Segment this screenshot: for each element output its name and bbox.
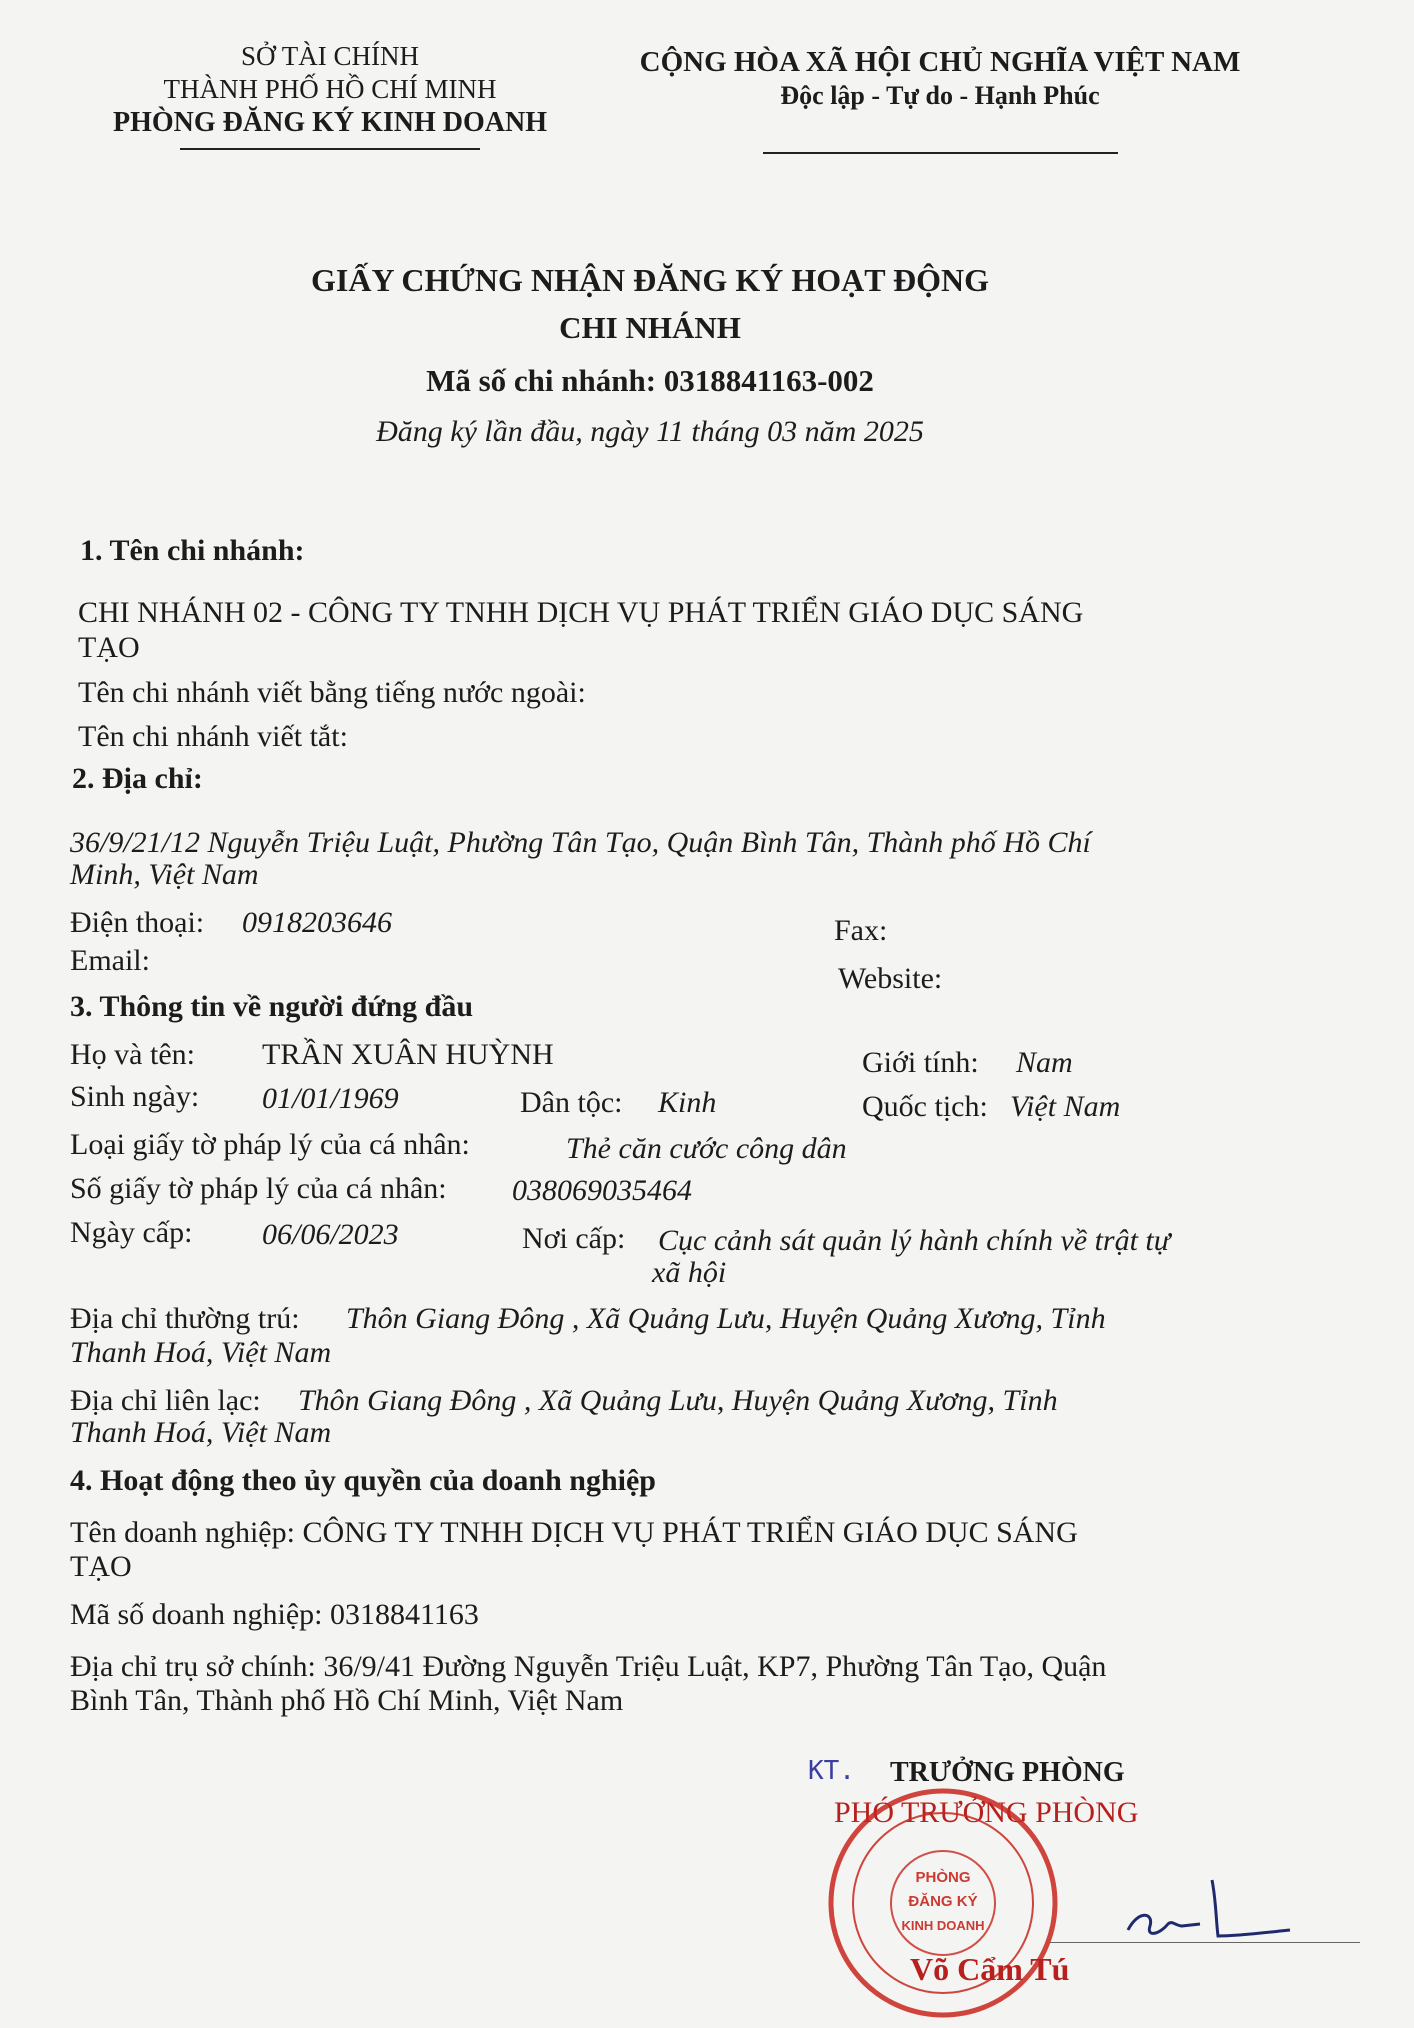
national-title: CỘNG HÒA XÃ HỘI CHỦ NGHĨA VIỆT NAM bbox=[639, 46, 1241, 78]
gender-value: Nam bbox=[1016, 1046, 1073, 1079]
id-type-value: Thẻ căn cước công dân bbox=[566, 1132, 847, 1165]
address-line-1: 36/9/21/12 Nguyễn Triệu Luật, Phường Tân Tạo, Quận Bình Tân, Thành phố Hồ Chí bbox=[70, 826, 1091, 859]
issue-place-line-2: xã hội bbox=[652, 1256, 727, 1289]
section-2-heading: 2. Địa chỉ: bbox=[72, 762, 203, 795]
handwritten-signature bbox=[1120, 1860, 1300, 1950]
document-subtitle: CHI NHÁNH bbox=[559, 310, 741, 345]
issuer-header bbox=[90, 40, 570, 150]
issue-place-label: Nơi cấp: bbox=[522, 1222, 626, 1255]
signer-name: Võ Cẩm Tú bbox=[910, 1951, 1070, 1987]
website-label: Website: bbox=[838, 962, 943, 995]
issuer-underline bbox=[180, 148, 480, 150]
national-underline bbox=[763, 152, 1118, 154]
document-title: GIẤY CHỨNG NHẬN ĐĂNG KÝ HOẠT ĐỘNG bbox=[311, 262, 989, 298]
contact-address-label: Địa chỉ liên lạc: bbox=[70, 1384, 261, 1417]
fax-label: Fax: bbox=[834, 914, 888, 947]
section-4-heading: 4. Hoạt động theo ủy quyền của doanh nghiệp bbox=[70, 1464, 656, 1497]
ethnic-label: Dân tộc: bbox=[520, 1086, 623, 1119]
phone-label: Điện thoại: bbox=[70, 906, 205, 939]
parent-company-line-1: Tên doanh nghiệp: CÔNG TY TNHH DỊCH VỤ PHÁT TRIỂN GIÁO DỤC SÁNG bbox=[70, 1516, 1078, 1549]
id-number-value: 038069035464 bbox=[512, 1174, 692, 1207]
branch-code: Mã số chi nhánh: 0318841163-002 bbox=[426, 363, 874, 398]
permanent-address-line-1: Thôn Giang Đông , Xã Quảng Lưu, Huyện Quảng Xương, Tỉnh bbox=[346, 1302, 1106, 1335]
svg-text:ĐĂNG KÝ: ĐĂNG KÝ bbox=[908, 1893, 978, 1910]
section-1-heading: 1. Tên chi nhánh: bbox=[80, 534, 305, 567]
issue-date-value: 06/06/2023 bbox=[262, 1218, 399, 1251]
nationality-label: Quốc tịch: bbox=[862, 1090, 988, 1123]
fullname-label: Họ và tên: bbox=[70, 1038, 195, 1071]
svg-text:PHÒNG: PHÒNG bbox=[915, 1869, 971, 1886]
svg-text:KINH DOANH: KINH DOANH bbox=[901, 1918, 985, 1933]
national-header bbox=[620, 44, 1260, 154]
signer-title: TRƯỞNG PHÒNG bbox=[890, 1757, 1125, 1788]
issuer-line-2: THÀNH PHỐ HỒ CHÍ MINH bbox=[163, 74, 497, 104]
contact-address-line-2: Thanh Hoá, Việt Nam bbox=[70, 1416, 332, 1449]
issue-date-label: Ngày cấp: bbox=[70, 1216, 193, 1249]
nationality-value: Việt Nam bbox=[1010, 1090, 1121, 1123]
issue-place-line-1: Cục cảnh sát quản lý hành chính về trật tự bbox=[658, 1224, 1171, 1257]
branch-name-line-1: CHI NHÁNH 02 - CÔNG TY TNHH DỊCH VỤ PHÁT TRIỂN GIÁO DỤC SÁNG bbox=[78, 596, 1084, 629]
ethnic-value: Kinh bbox=[658, 1086, 717, 1119]
address-line-2: Minh, Việt Nam bbox=[70, 858, 259, 891]
headquarters-line-1: Địa chỉ trụ sở chính: 36/9/41 Đường Nguyễn Triệu Luật, KP7, Phường Tân Tạo, Quận bbox=[70, 1650, 1107, 1683]
branch-name-line-2: TẠO bbox=[78, 631, 140, 664]
parent-company-code: Mã số doanh nghiệp: 0318841163 bbox=[70, 1598, 479, 1631]
dob-value: 01/01/1969 bbox=[262, 1082, 399, 1115]
national-motto: Độc lập - Tự do - Hạnh Phúc bbox=[780, 81, 1100, 110]
gender-label: Giới tính: bbox=[862, 1046, 979, 1079]
parent-company-line-2: TẠO bbox=[70, 1550, 132, 1583]
id-type-label: Loại giấy tờ pháp lý của cá nhân: bbox=[70, 1128, 470, 1161]
deputy-title: PHÓ TRƯỞNG PHÒNG bbox=[834, 1796, 1139, 1829]
issuer-line-1: SỞ TÀI CHÍNH bbox=[240, 41, 419, 71]
permanent-address-line-2: Thanh Hoá, Việt Nam bbox=[70, 1336, 332, 1369]
email-label: Email: bbox=[70, 944, 150, 977]
foreign-name-label: Tên chi nhánh viết bằng tiếng nước ngoài: bbox=[78, 676, 586, 709]
registration-date: Đăng ký lần đầu, ngày 11 tháng 03 năm 2025 bbox=[376, 415, 924, 448]
kt-handwritten: KT. bbox=[808, 1756, 855, 1786]
official-stamp bbox=[818, 1778, 1068, 2028]
section-3-heading: 3. Thông tin về người đứng đầu bbox=[70, 990, 474, 1023]
id-number-label: Số giấy tờ pháp lý của cá nhân: bbox=[70, 1172, 447, 1205]
issuer-line-3: PHÒNG ĐĂNG KÝ KINH DOANH bbox=[113, 107, 547, 138]
short-name-label: Tên chi nhánh viết tắt: bbox=[78, 720, 348, 753]
phone-value: 0918203646 bbox=[242, 906, 392, 939]
contact-address-line-1: Thôn Giang Đông , Xã Quảng Lưu, Huyện Quảng Xương, Tỉnh bbox=[298, 1384, 1058, 1417]
permanent-address-label: Địa chỉ thường trú: bbox=[70, 1302, 300, 1335]
dob-label: Sinh ngày: bbox=[70, 1080, 200, 1113]
fullname-value: TRẦN XUÂN HUỲNH bbox=[262, 1038, 554, 1071]
headquarters-line-2: Bình Tân, Thành phố Hồ Chí Minh, Việt Nam bbox=[70, 1684, 624, 1717]
